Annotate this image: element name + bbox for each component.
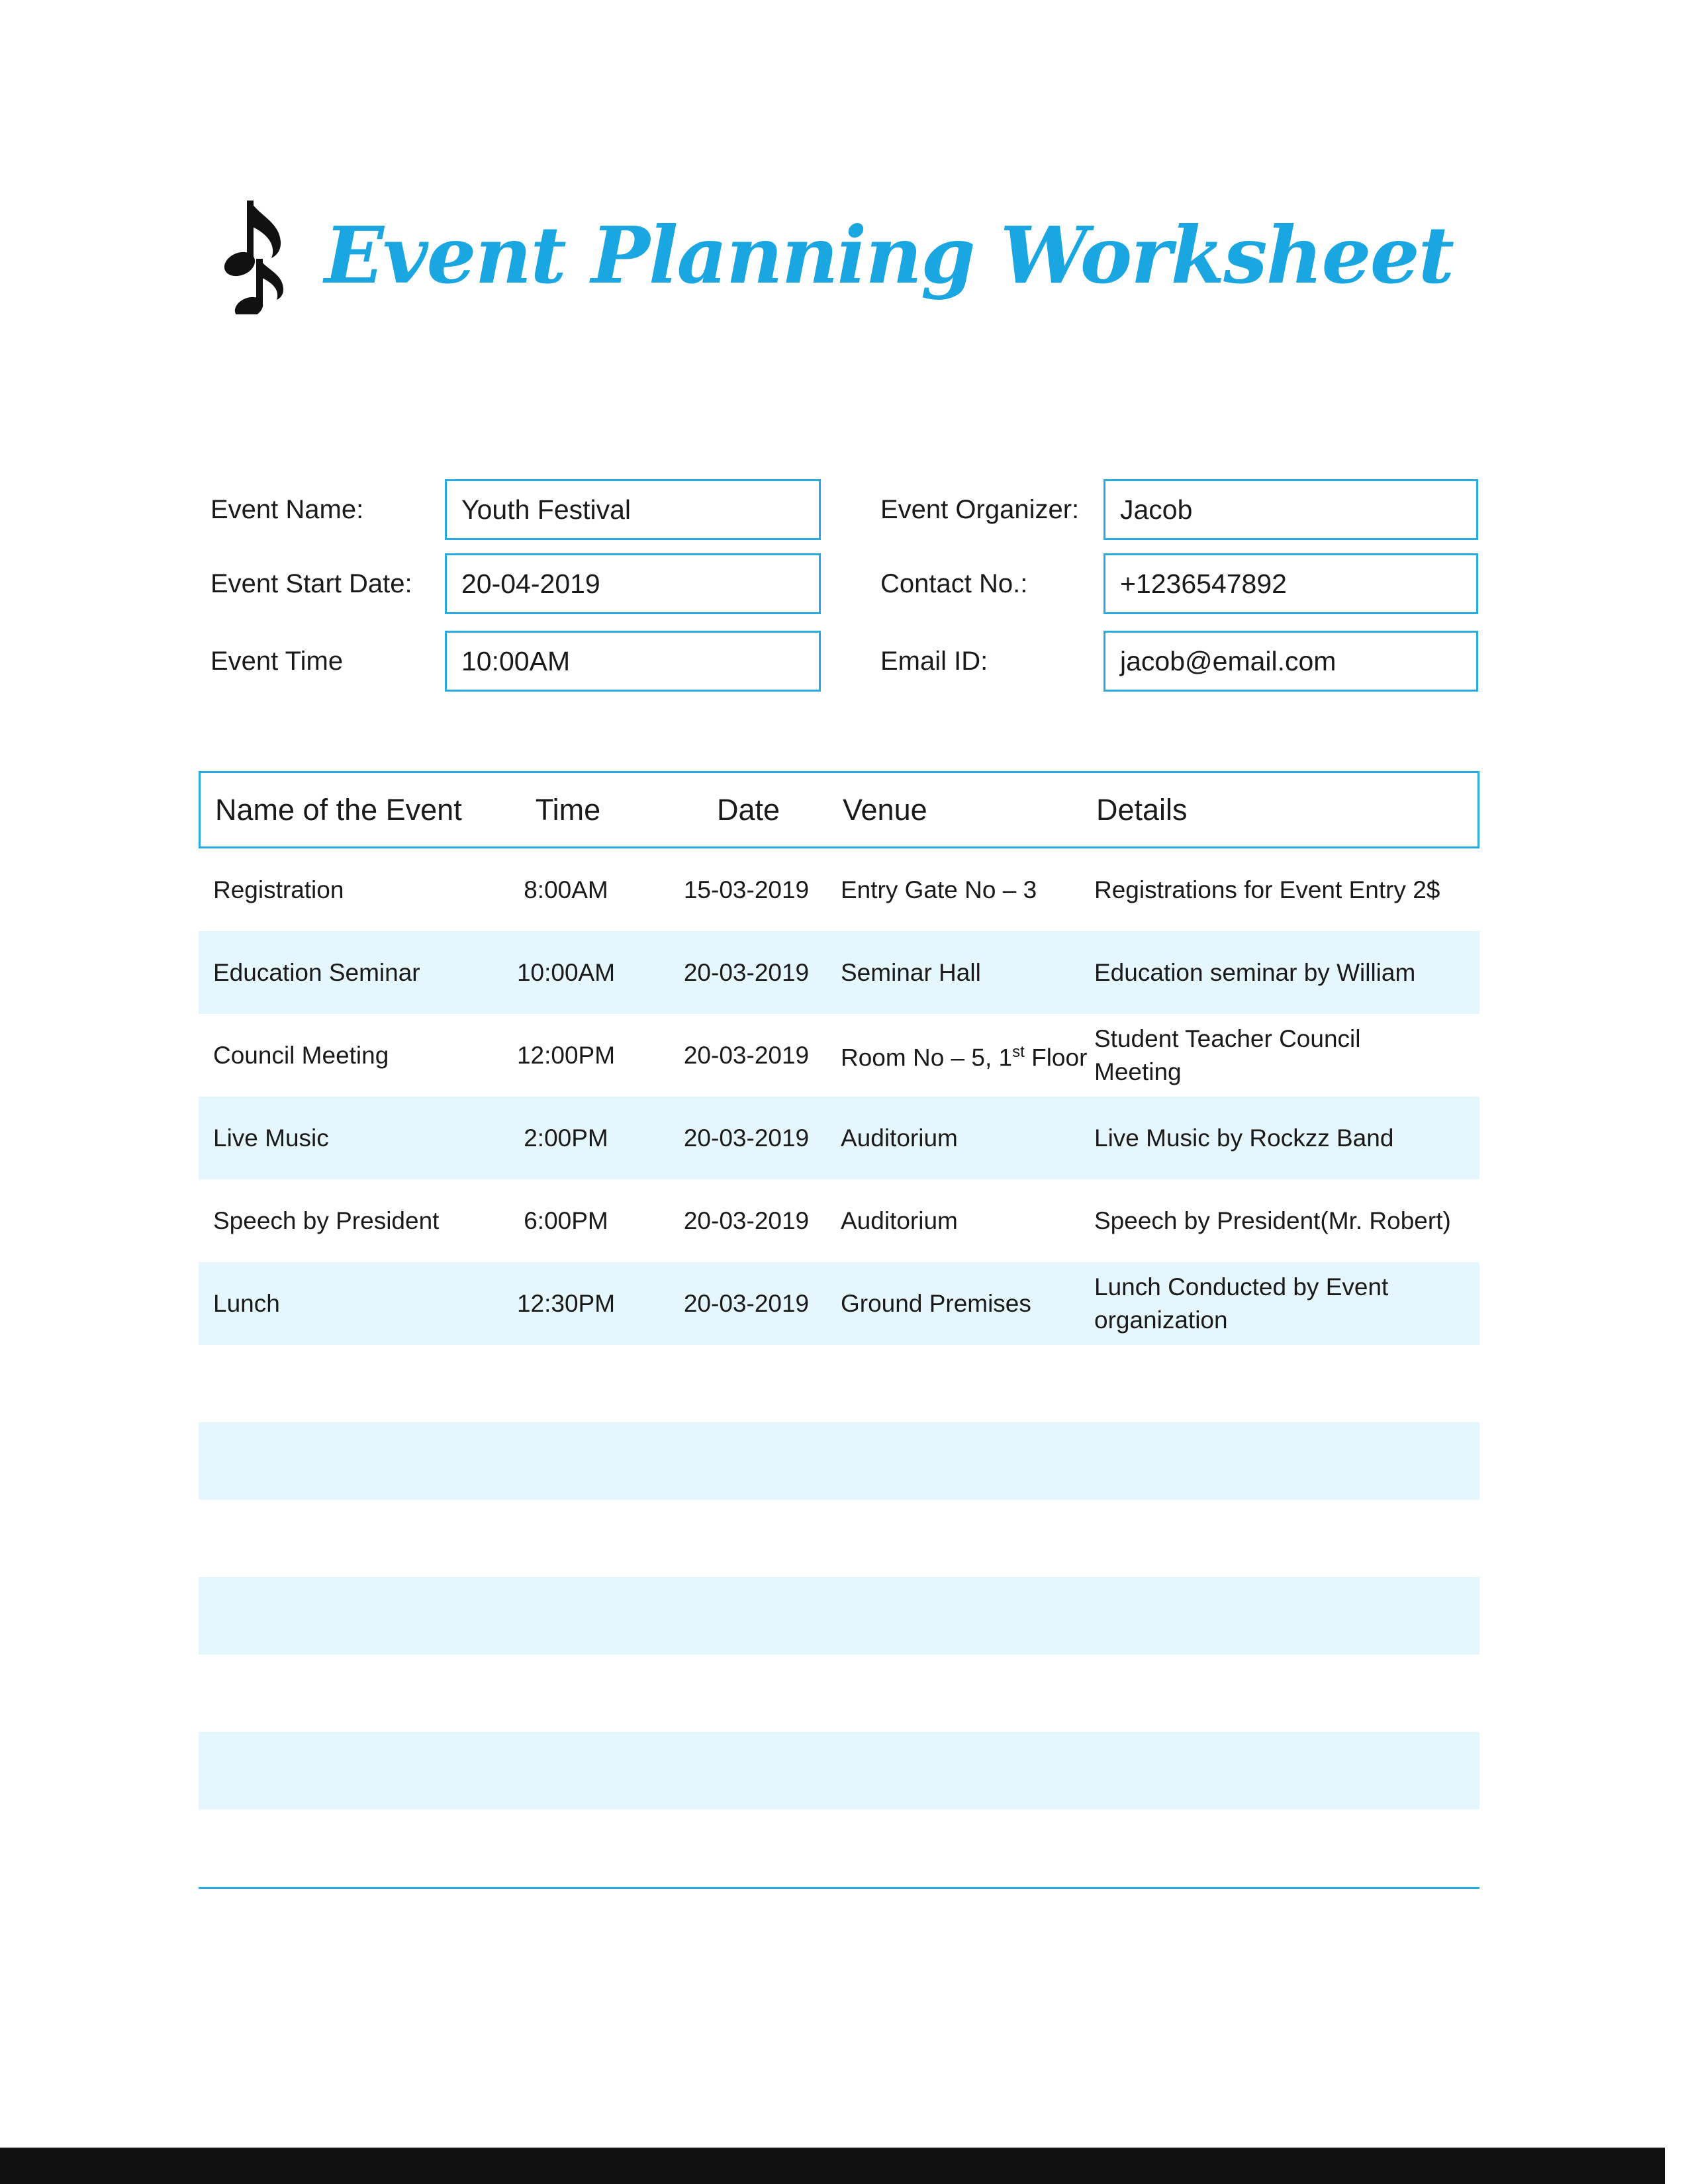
- cell-date: 20-03-2019: [683, 1206, 810, 1234]
- empty-table-row[interactable]: [199, 1655, 1479, 1732]
- table-bottom-border: [199, 1887, 1479, 1889]
- venue-tail: Floor: [1024, 1044, 1088, 1071]
- event-organizer-label: Event Organizer:: [880, 495, 1080, 524]
- table-row: [199, 848, 1479, 931]
- cell-date: 20-03-2019: [683, 1124, 810, 1152]
- empty-table-row[interactable]: [199, 1732, 1479, 1809]
- cell-venue: Ground Premises: [841, 1289, 1031, 1317]
- cell-venue: Auditorium: [841, 1124, 958, 1152]
- cell-date: 15-03-2019: [683, 876, 810, 903]
- cell-details: Education seminar by William: [1094, 958, 1416, 986]
- header-time: Time: [535, 792, 601, 827]
- table-row: [199, 931, 1479, 1014]
- cell-time: 2:00PM: [524, 1124, 608, 1152]
- cell-event-name: Lunch: [213, 1289, 280, 1317]
- cell-time: 12:00PM: [516, 1041, 616, 1069]
- table-row: [199, 1179, 1479, 1262]
- cell-date: 20-03-2019: [683, 958, 810, 986]
- footer-bar: [0, 2148, 1665, 2184]
- cell-details: Live Music by Rockzz Band: [1094, 1124, 1394, 1152]
- cell-event-name: Live Music: [213, 1124, 329, 1152]
- event-name-label: Event Name:: [211, 495, 364, 524]
- header-date: Date: [716, 792, 780, 827]
- music-note-icon: [218, 195, 291, 314]
- event-name-field[interactable]: Youth Festival: [445, 479, 821, 540]
- cell-time: 6:00PM: [524, 1206, 608, 1234]
- event-time-label: Event Time: [211, 647, 344, 676]
- cell-time: 8:00AM: [524, 876, 608, 903]
- table-header: [199, 771, 1479, 848]
- empty-table-row[interactable]: [199, 1577, 1479, 1655]
- header-details: Details: [1096, 792, 1188, 827]
- cell-details: Student Teacher Council Meeting: [1094, 1024, 1361, 1085]
- cell-event-name: Council Meeting: [213, 1041, 389, 1069]
- cell-time: 12:30PM: [516, 1289, 616, 1317]
- event-start-date-field[interactable]: 20-04-2019: [445, 553, 821, 614]
- cell-venue: Seminar Hall: [841, 958, 981, 986]
- cell-venue: [841, 1036, 1094, 1074]
- venue-superscript: st: [1012, 1043, 1025, 1062]
- empty-table-row[interactable]: [199, 1809, 1479, 1887]
- header-name-of-event: Name of the Event: [215, 792, 462, 827]
- empty-table-row[interactable]: [199, 1345, 1479, 1422]
- event-start-date-label: Event Start Date:: [211, 569, 412, 598]
- cell-event-name: Registration: [213, 876, 344, 903]
- header-venue: Venue: [843, 792, 927, 827]
- cell-event-name: Education Seminar: [213, 958, 420, 986]
- venue-text: Room No – 5, 1: [841, 1044, 1013, 1071]
- cell-details: Lunch Conducted by Event organization: [1094, 1273, 1389, 1334]
- table-row: [199, 1097, 1479, 1179]
- cell-details: Speech by President(Mr. Robert): [1094, 1206, 1451, 1234]
- cell-date: 20-03-2019: [683, 1041, 810, 1069]
- table-row: [199, 1262, 1479, 1345]
- cell-venue: Auditorium: [841, 1206, 958, 1234]
- page-header: [218, 192, 1453, 318]
- cell-time: 10:00AM: [516, 958, 616, 986]
- cell-date: 20-03-2019: [683, 1289, 810, 1317]
- event-time-field[interactable]: 10:00AM: [445, 631, 821, 692]
- empty-table-row[interactable]: [199, 1500, 1479, 1577]
- cell-details: Registrations for Event Entry 2$: [1094, 876, 1440, 903]
- empty-table-row[interactable]: [199, 1422, 1479, 1500]
- event-organizer-field[interactable]: Jacob: [1103, 479, 1478, 540]
- schedule-table: [199, 771, 1479, 1889]
- contact-number-label: Contact No.:: [880, 569, 1028, 598]
- email-id-field[interactable]: jacob@email.com: [1103, 631, 1478, 692]
- cell-event-name: Speech by President: [213, 1206, 440, 1234]
- cell-venue: Entry Gate No – 3: [841, 876, 1037, 903]
- contact-number-field[interactable]: +1236547892: [1103, 553, 1478, 614]
- table-row: [199, 1014, 1479, 1097]
- page-title: Event Planning Worksheet: [324, 208, 1454, 301]
- email-id-label: Email ID:: [880, 647, 988, 676]
